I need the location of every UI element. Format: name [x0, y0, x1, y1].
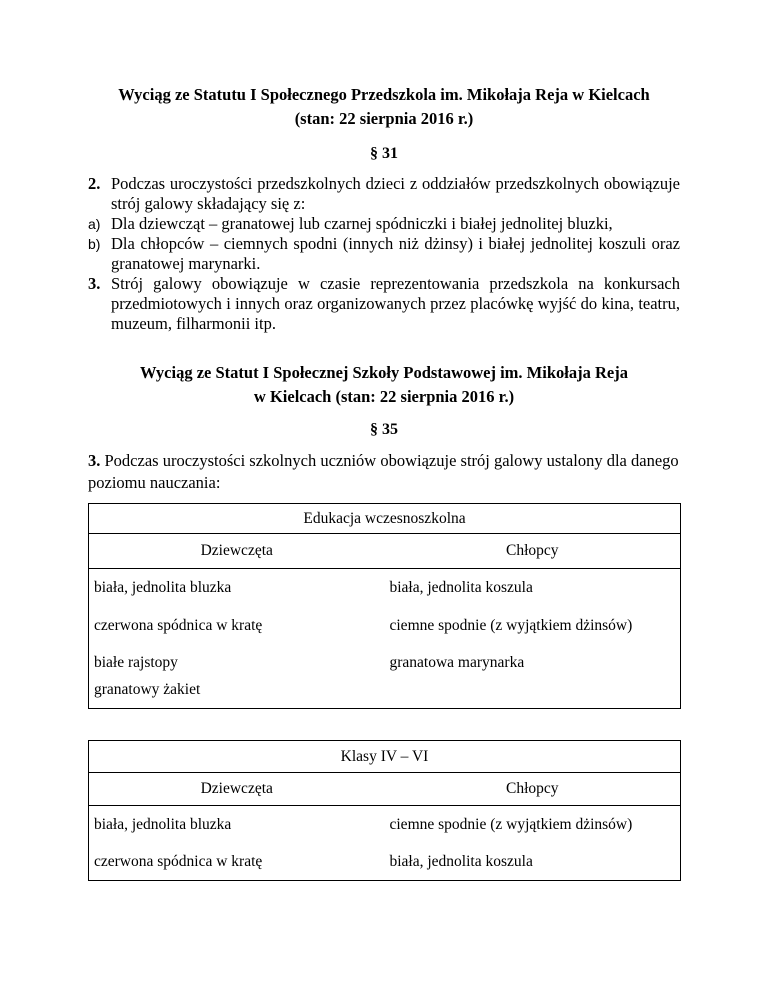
- item-text: Dla dziewcząt – granatowej lub czarnej spódniczki i białej jednolitej bluzki,: [111, 214, 613, 233]
- item-text: Podczas uroczystości przedszkolnych dzieci z oddziałów przedszkolnych obowiązuje strój galowy składający się z:: [111, 174, 680, 213]
- list-item: [88, 274, 680, 334]
- boys-cell: biała, jednolita koszula: [385, 844, 681, 881]
- table-row: [89, 681, 681, 709]
- girls-header: Dziewczęta: [89, 773, 385, 806]
- girls-cell: białe rajstopy: [89, 645, 385, 681]
- girls-cell: biała, jednolita bluzka: [89, 569, 385, 607]
- list-item: [88, 234, 680, 274]
- item-marker: a): [88, 216, 101, 232]
- title-line: Wyciąg ze Statutu I Społecznego Przedszkola im. Mikołaja Reja w Kielcach: [118, 85, 650, 104]
- intro-paragraph: [88, 450, 680, 494]
- table-row: [89, 806, 681, 844]
- item-marker: b): [88, 236, 101, 252]
- girls-cell: biała, jednolita bluzka: [89, 806, 385, 844]
- table-caption: Edukacja wczesnoszkolna: [89, 504, 681, 534]
- boys-cell: ciemne spodnie (z wyjątkiem dżinsów): [385, 806, 681, 844]
- title-line: Wyciąg ze Statut I Społecznej Szkoły Podstawowej im. Mikołaja Reja: [140, 363, 628, 382]
- girls-cell: granatowy żakiet: [89, 681, 385, 709]
- boys-cell: biała, jednolita koszula: [385, 569, 681, 607]
- table-row: [89, 569, 681, 607]
- table-row: [89, 645, 681, 681]
- preschool-statute-title: [60, 83, 708, 131]
- item-marker: 3.: [88, 274, 101, 293]
- boys-cell: granatowa marynarka: [385, 645, 681, 681]
- title-line: w Kielcach (stan: 22 sierpnia 2016 r.): [253, 387, 515, 406]
- boys-header: Chłopcy: [385, 534, 681, 569]
- boys-cell: [385, 681, 681, 709]
- paragraph-sign: § 31: [370, 145, 398, 162]
- paragraph-sign: § 35: [370, 421, 398, 438]
- girls-header: Dziewczęta: [89, 534, 385, 569]
- item-text: Strój galowy obowiązuje w czasie reprezentowania przedszkola na konkursach przedmiotowych i innych oraz organizowanych przez placówkę wyjść do kina, teatru, muzeum, filharmonii itp.: [111, 274, 680, 333]
- list-item: [88, 174, 680, 214]
- intro-marker: 3.: [88, 451, 101, 470]
- school-statute-title: [60, 361, 708, 409]
- list-item: [88, 214, 680, 234]
- title-line: (stan: 22 sierpnia 2016 r.): [294, 109, 474, 128]
- boys-cell: ciemne spodnie (z wyjątkiem dżinsów): [385, 607, 681, 645]
- table-row: [89, 844, 681, 881]
- boys-header: Chłopcy: [385, 773, 681, 806]
- item-text: Dla chłopców – ciemnych spodni (innych niż dżinsy) i białej jednolitej koszuli oraz granatowej marynarki.: [111, 234, 680, 273]
- grades-4-6-dress-table: [88, 740, 681, 881]
- preschool-rules-list: [88, 174, 680, 334]
- girls-cell: czerwona spódnica w kratę: [89, 844, 385, 881]
- table-caption: Klasy IV – VI: [89, 741, 681, 773]
- early-education-dress-table: [88, 503, 681, 709]
- table-row: [89, 607, 681, 645]
- girls-cell: czerwona spódnica w kratę: [89, 607, 385, 645]
- intro-text: Podczas uroczystości szkolnych uczniów obowiązuje strój galowy ustalony dla danego poziomu nauczania:: [88, 451, 679, 492]
- item-marker: 2.: [88, 174, 101, 193]
